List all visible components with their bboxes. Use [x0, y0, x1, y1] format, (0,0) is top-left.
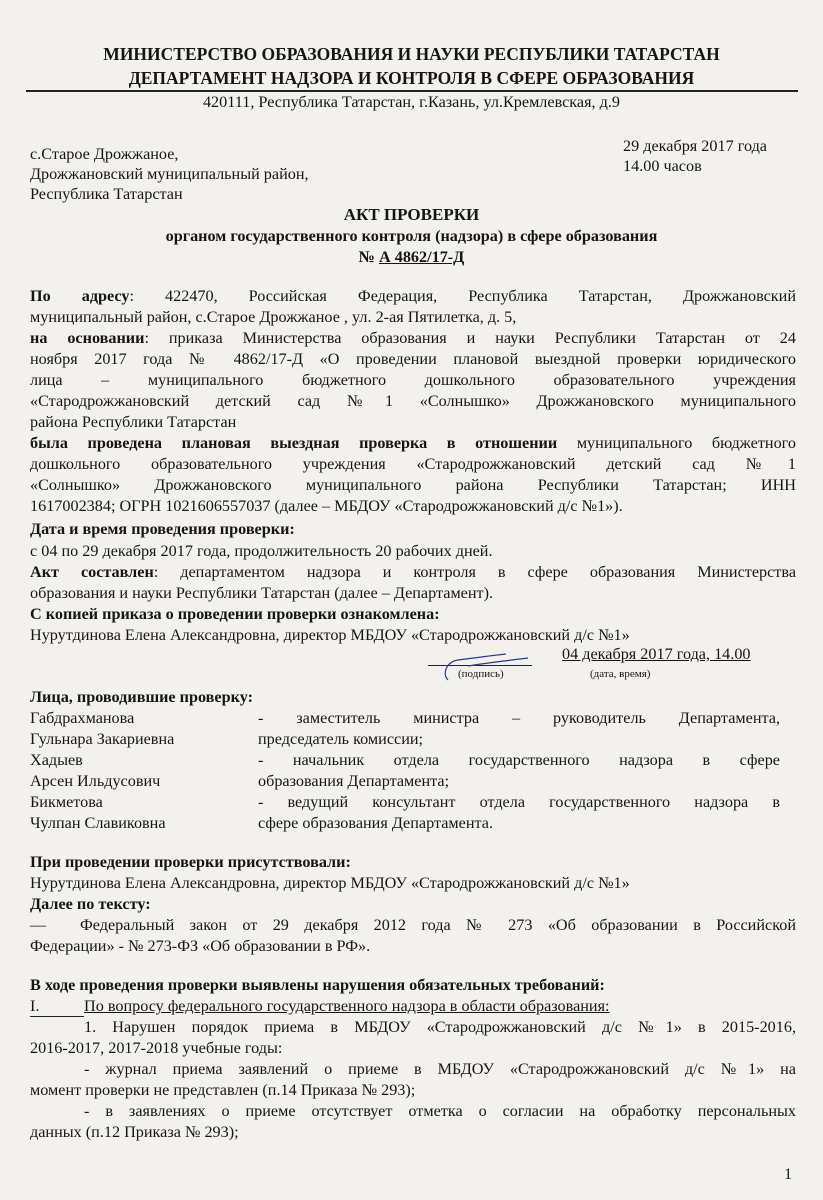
datetime-caption: (дата, время) [590, 668, 651, 680]
inspector-2-name: Арсен Ильдусович [30, 772, 161, 790]
inspectors-label: Лица, проводившие проверку: [30, 688, 253, 706]
place-line-3: Республика Татарстан [30, 185, 183, 203]
copy-order-label: С копией приказа о проведении проверки ознакомлена: [30, 605, 440, 623]
place-line-2: Дрожжановский муниципальный район, [30, 165, 309, 183]
section-title: По вопросу федерального государственного надзора в области образования: [84, 997, 610, 1015]
inspector-2-role-2: образования Департамента; [258, 772, 450, 790]
ministry-title: МИНИСТЕРСТВО ОБРАЗОВАНИЯ И НАУКИ РЕСПУБЛИКИ ТАТАРСТАН [103, 44, 720, 64]
violation-3-line-1: - в заявлениях о приеме отсутствует отметка о согласии на обработку персональных [84, 1102, 796, 1120]
address-line-2: муниципальный район, с.Старое Дрожжаное , ул. 2-ая Пятилетка, д. 5, [30, 308, 517, 326]
violation-1-line-2: 2016-2017, 2017-2018 учебные годы: [30, 1039, 283, 1057]
conducted-line-1: была проведена плановая выездная проверка в отношении муниципального бюджетного [30, 434, 796, 452]
inspector-1-role-1: - заместитель министра – руководитель Департамента, [258, 709, 780, 727]
conducted-line-2: дошкольного образовательного учреждения «Стародрожжановский детский сад №1 [30, 455, 796, 473]
copy-order-value: Нурутдинова Елена Александровна, директор МБДОУ «Стародрожжановский д/с №1» [30, 626, 630, 644]
text-refs-line-1: Федеральный закон от 29 декабря 2012 года № 273 «Об образовании в Российской [80, 916, 796, 934]
violation-3-line-2: данных (п.12 Приказа № 293); [30, 1123, 239, 1141]
basis-line-5: района Республики Татарстан [30, 413, 237, 431]
header-divider [26, 90, 798, 92]
violation-1-line-1: 1. Нарушен порядок приема в МБДОУ «Стародрожжановский д/с №1» в 2015-2016, [84, 1018, 796, 1036]
act-compiled-line-1: Акт составлен: департаментом надзора и контроля в сфере образования Министерства [30, 563, 796, 581]
text-refs-dash: — [30, 916, 47, 934]
inspection-date-value: с 04 по 29 декабря 2017 года, продолжительность 20 рабочих дней. [30, 542, 493, 560]
basis-line-1: на основании: приказа Министерства образования и науки Республики Татарстан от 24 [30, 329, 796, 347]
conducted-line-4: 1617002384; ОГРН 1021606557037 (далее – МБДОУ «Стародрожжановский д/с №1»). [30, 497, 623, 515]
text-refs-line-2: Федерации» - № 273-ФЗ «Об образовании в РФ». [30, 937, 371, 955]
inspector-1-name: Гульнара Закариевна [30, 730, 175, 748]
violation-2-line-1: - журнал приема заявлений о приеме в МБДОУ «Стародрожжановский д/с №1» на [84, 1060, 796, 1078]
inspector-1-surname: Габдрахманова [30, 709, 135, 727]
sign-date: 04 декабря 2017 года, 14.00 [562, 645, 751, 663]
presence-label: При проведении проверки присутствовали: [30, 853, 351, 871]
section-underline [30, 1016, 84, 1017]
inspector-2-surname: Хадыев [30, 751, 83, 769]
inspector-3-role-2: сфере образования Департамента. [258, 814, 494, 832]
basis-line-4: «Стародрожжановский детский сад №1 «Солнышко» Дрожжановского муниципального [30, 392, 796, 410]
basis-line-3: лица – муниципального бюджетного дошкольного образовательного учреждения [30, 371, 796, 389]
section-number: I. [30, 997, 40, 1015]
header-address: 420111, Республика Татарстан, г.Казань, ул.Кремлевская, д.9 [202, 93, 621, 111]
text-refs-label: Далее по тексту: [30, 895, 151, 913]
violation-2-line-2: момент проверки не представлен (п.14 Приказа № 293); [30, 1081, 416, 1099]
place-line-1: с.Старое Дрожжаное, [30, 145, 179, 163]
act-time: 14.00 часов [623, 157, 702, 175]
inspector-3-surname: Бикметова [30, 793, 103, 811]
inspector-3-role-1: - ведущий консультант отдела государственного надзора в [258, 793, 780, 811]
inspector-3-name: Чулпан Славиковна [30, 814, 166, 832]
act-title: АКТ ПРОВЕРКИ [343, 205, 480, 224]
violations-label: В ходе проведения проверки выявлены нарушения обязательных требований: [30, 976, 605, 994]
basis-line-2: ноября 2017 года № 4862/17-Д «О проведении плановой выездной проверки юридического [30, 350, 796, 368]
address-line-1: По адресу: 422470, Российская Федерация, Республика Татарстан, Дрожжановский [30, 287, 797, 305]
inspector-1-role-2: председатель комиссии; [258, 730, 424, 748]
sign-caption: (подпись) [458, 668, 504, 680]
act-number: № А 4862/17-Д [358, 248, 465, 266]
act-compiled-line-2: образования и науки Республики Татарстан (далее – Департамент). [30, 584, 494, 602]
page-number: 1 [784, 1165, 793, 1183]
inspector-2-role-1: - начальник отдела государственного надзора в сфере [258, 751, 780, 769]
inspection-date-label: Дата и время проведения проверки: [30, 520, 295, 538]
presence-value: Нурутдинова Елена Александровна, директор МБДОУ «Стародрожжановский д/с №1» [30, 874, 630, 892]
department-title: ДЕПАРТАМЕНТ НАДЗОРА И КОНТРОЛЯ В СФЕРЕ ОБРАЗОВАНИЯ [128, 68, 695, 88]
act-date: 29 декабря 2017 года [623, 137, 767, 155]
act-subtitle: органом государственного контроля (надзора) в сфере образования [165, 227, 658, 245]
conducted-line-3: «Солнышко» Дрожжановского муниципального района Республики Татарстан; ИНН [30, 476, 796, 494]
